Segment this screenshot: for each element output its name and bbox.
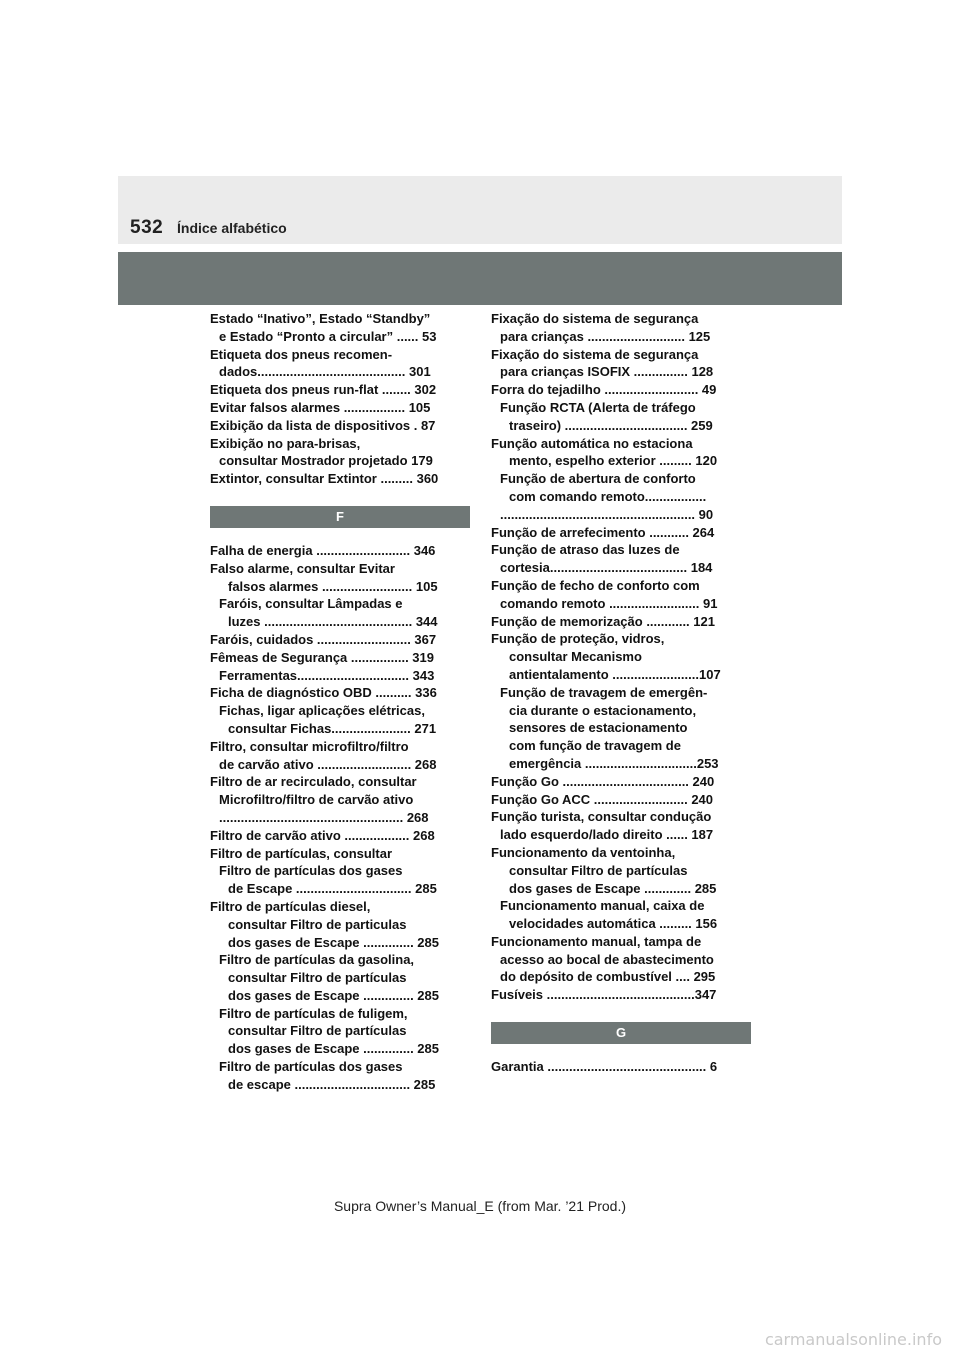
index-entry-line: e Estado “Pronto a circular” ...... 53 [219,328,437,344]
section-band [118,252,842,305]
index-entry-line: Função RCTA (Alerta de tráfego [500,399,696,415]
index-entry-line: Estado “Inativo”, Estado “Standby” [210,311,431,326]
index-entry-line: luzes ......................................... 344 [228,614,438,630]
index-column-left [210,310,470,1094]
index-entry-line: consultar Filtro de particulas [228,916,407,932]
index-entry-line: Filtro de carvão ativo .................. 268 [210,827,435,843]
index-entry-line: Faróis, cuidados .......................... 367 [210,631,437,647]
index-entry-line: com comando remoto................. [509,488,707,504]
index-entry-line: consultar Fichas...................... 271 [228,720,437,736]
index-entry-line: Funcionamento da ventoinha, [491,844,676,860]
index-entry-line: Exibição da lista de dispositivos . 87 [210,417,436,433]
index-entry-line: Microfiltro/filtro de carvão ativo [219,792,414,808]
index-entry-line: Função Go ACC .......................... 240 [491,791,714,807]
index-entry-line: sensores de estacionamento [509,720,688,736]
section-title: Índice alfabético [177,220,287,236]
index-entry-line: ...................................................... 90 [500,506,714,522]
index-entry-line: dos gases de Escape .............. 285 [228,934,439,950]
index-column-right [491,310,751,1076]
index-letter-header: F [210,506,470,528]
index-entry-line: Etiqueta dos pneus run-flat ........ 302 [210,382,437,398]
index-entry-line: Função turista, consultar condução [491,809,712,825]
index-entry-line: de Escape ................................ 285 [228,881,437,897]
page-number: 532 [130,217,164,238]
index-entry-line: Etiqueta dos pneus recomen- [210,346,393,362]
index-entry-line: Função de atraso das luzes de [491,542,680,558]
index-entry-line: consultar Mostrador projetado 179 [219,453,433,469]
index-entry-line: Ferramentas............................... 343 [219,667,435,683]
index-entry-line: Faróis, consultar Lâmpadas e [219,596,403,612]
index-entry-line: dos gases de Escape .............. 285 [228,987,439,1003]
index-entry-line: Filtro de partículas de fuligem, [219,1005,408,1021]
index-entry-line: Filtro de partículas da gasolina, [219,952,415,968]
index-entry-line: dos gases de Escape ............. 285 [509,880,717,896]
index-entry-line: Extintor, consultar Extintor ......... 360 [210,471,439,487]
index-entry-line: antientalamento ........................107 [509,666,721,682]
index-entry-line: Garantia ............................................ 6 [491,1059,718,1075]
index-entry-line: de escape ................................ 285 [228,1076,436,1092]
index-entry-line: consultar Filtro de partículas [228,970,407,986]
index-entry-line: Funcionamento manual, caixa de [500,898,705,914]
index-entry-line: lado esquerdo/lado direito ...... 187 [500,827,714,843]
watermark: carmanualsonline.info [764,1330,942,1349]
index-entry-line: Filtro, consultar microfiltro/filtro [210,738,409,754]
index-entry-line: mento, espelho exterior ......... 120 [509,453,718,469]
index-entry-line: Fixação do sistema de segurança [491,346,699,362]
index-entry-line: Forra do tejadilho .......................... 49 [491,382,717,398]
index-entry-line: Filtro de partículas, consultar [210,845,393,861]
footer-text: Supra Owner’s Manual_E (from Mar. ’21 Prod.) [333,1198,627,1214]
index-entry-line: Exibição no para-brisas, [210,435,361,451]
index-entry-line: Ficha de diagnóstico OBD .......... 336 [210,685,437,701]
index-entry-line: Filtro de partículas diesel, [210,898,371,914]
index-entry-line: Filtro de partículas dos gases [219,863,403,879]
index-entry-line: Filtro de ar recirculado, consultar [210,774,417,790]
index-entry-line: Fusíveis .........................................347 [491,987,717,1003]
index-entry-line: Falso alarme, consultar Evitar [210,560,395,576]
index-entry-line: acesso ao bocal de abastecimento [500,951,714,967]
index-entry-line: com função de travagem de [509,738,681,754]
index-entry-line: para crianças ........................... 125 [500,328,711,344]
index-entry-line: Função de abertura de conforto [500,471,696,487]
index-entry-line: ................................................... 268 [219,809,429,825]
index-entry-line: para crianças ISOFIX ............... 128 [500,364,714,380]
index-entry-line: dados......................................... 301 [219,364,431,380]
index-entry-line: consultar Mecanismo [509,649,642,665]
index-entry-line: cortesia...................................... 184 [500,560,713,576]
index-entry-line: traseiro) .................................. 259 [509,417,713,433]
index-entry-line: comando remoto ......................... 91 [500,595,718,611]
index-entry-line: Fichas, ligar aplicações elétricas, [219,703,425,719]
index-entry-line: Função de fecho de conforto com [491,577,700,593]
index-entry-line: consultar Filtro de partículas [228,1023,407,1039]
index-entry-line: falsos alarmes ......................... 105 [228,578,438,594]
index-entry-line: Função automática no estaciona [491,435,693,451]
index-entry-line: velocidades automática ......... 156 [509,916,718,932]
index-entry-line: Filtro de partículas dos gases [219,1059,403,1075]
index-entry-line: cia durante o estacionamento, [509,702,697,718]
index-entry-line: emergência ...............................253 [509,755,719,771]
index-entry-line: Função de proteção, vidros, [491,631,665,647]
index-letter-header: G [491,1022,751,1044]
index-entry-line: consultar Filtro de partículas [509,862,688,878]
index-entry-line: Fixação do sistema de segurança [491,311,699,326]
index-entry-line: Função de memorização ............ 121 [491,613,715,629]
index-entry-line: dos gases de Escape .............. 285 [228,1041,439,1057]
index-entry-line: Função de arrefecimento ........... 264 [491,524,715,540]
index-entry-line: Funcionamento manual, tampa de [491,933,702,949]
index-entry-line: do depósito de combustível .... 295 [500,969,716,985]
index-entry-line: Função de travagem de emergên- [500,684,708,700]
index-entry-line: Evitar falsos alarmes ................. 105 [210,399,431,415]
index-entry-line: Fêmeas de Segurança ................ 319 [210,649,434,665]
index-entry-line: Falha de energia .......................... 346 [210,542,436,558]
index-entry-line: de carvão ativo .......................... 268 [219,756,437,772]
index-entry-line: Função Go ................................... 240 [491,773,715,789]
